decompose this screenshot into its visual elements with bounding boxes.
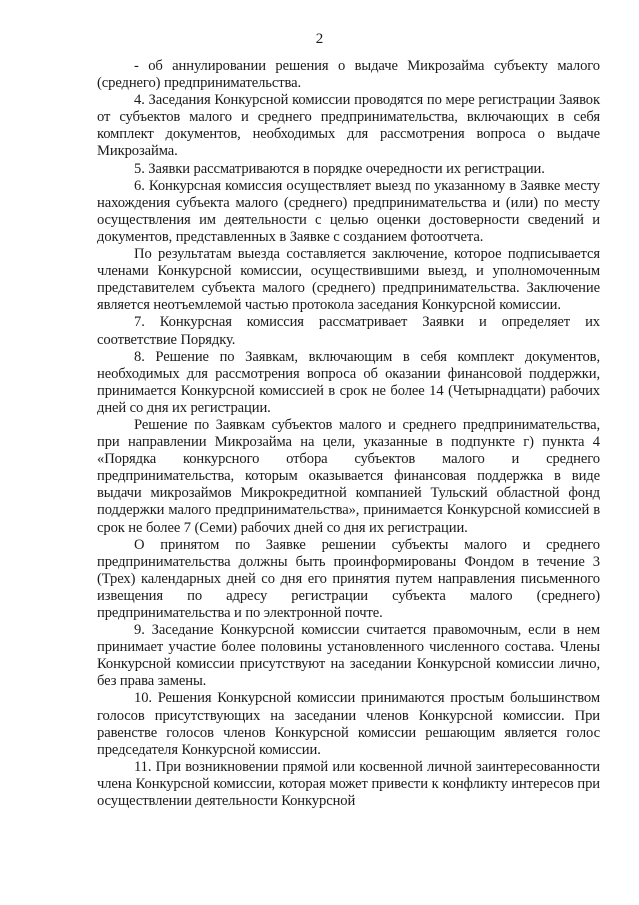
paragraph-6-site-visit: 6. Конкурсная комиссия осуществляет выезд по указанному в Заявке месту нахождения субъекта малого (среднего) предпринимательства и (или) по месту осуществления им деятельности с целью оценки достоверности сведений и документов, представленных в Заявке с созданием фотоотчета.: [97, 177, 600, 245]
paragraph-9-quorum: 9. Заседание Конкурсной комиссии считается правомочным, если в нем принимает участие более половины установленного численного состава. Члены Конкурсной комиссии присутствуют на заседании Конкурсной комиссии лично, без права замены.: [97, 622, 600, 690]
paragraph-8-decision-term: 8. Решение по Заявкам, включающим в себя комплект документов, необходимых для рассмотрения вопроса об оказании финансовой поддержки, принимается Конкурсной комиссией в срок не более 14 (Четырнадцати) рабочих дней со дня их регистрации.: [97, 348, 600, 416]
paragraph-5-queue-order: 5. Заявки рассматриваются в порядке очередности их регистрации.: [134, 160, 545, 177]
paragraph-11-conflict-of-interest: 11. При возникновении прямой или косвенной личной заинтересованности члена Конкурсной комиссии, которая может привести к конфликту интересов при осуществлении деятельности Конкурсной: [97, 758, 600, 810]
paragraph-notification: О принятом по Заявке решении субъекты малого и среднего предпринимательства должны быть проинформированы Фондом в течение 3 (Трех) календарных дней со дня его принятия путем направления письменного извещения по адресу регистрации субъекта малого (среднего) предпринимательства и по электронной почте.: [97, 536, 600, 621]
paragraph-visit-conclusion: По результатам выезда составляется заключение, которое подписывается членами Конкурсной комиссии, осуществившими выезд, и уполномоченным представителем субъекта малого (среднего) предпринимательства. Заключение является неотъемлемой частью протокола заседания Конкурсной комиссии.: [97, 246, 600, 314]
paragraph-10-voting: 10. Решения Конкурсной комиссии принимаются простым большинством голосов присутствующих на заседании членов Конкурсной комиссии. При равенстве голосов членов Конкурсной комиссии решающим является голос председателя Конкурсной комиссии.: [97, 690, 600, 758]
paragraph-7-review: 7. Конкурсная комиссия рассматривает Заявки и определяет их соответствие Порядку.: [97, 314, 600, 348]
paragraph-annulment: - об аннулировании решения о выдаче Микрозайма субъекту малого (среднего) предпринимательства.: [97, 58, 600, 92]
paragraph-decision-short-term: Решение по Заявкам субъектов малого и среднего предпринимательства, при направлении Микрозайма на цели, указанные в подпункте г) пункта 4 «Порядка конкурсного отбора субъектов малого и среднего предпринимательства, которым оказывается финансовая поддержка в виде выдачи микрозаймов Микрокредитной компанией Тульский областной фонд поддержки малого предпринимательства», принимается Конкурсной комиссией в срок не более 7 (Семи) рабочих дней со дня их регистрации.: [97, 416, 600, 536]
page-number: 2: [315, 31, 324, 47]
document-body: [97, 58, 600, 810]
paragraph-4-meetings: 4. Заседания Конкурсной комиссии проводятся по мере регистрации Заявок от субъектов малого и среднего предпринимательства, включающих в себя комплект документов, необходимых для рассмотрения вопроса о выдаче Микрозайма.: [97, 92, 600, 160]
